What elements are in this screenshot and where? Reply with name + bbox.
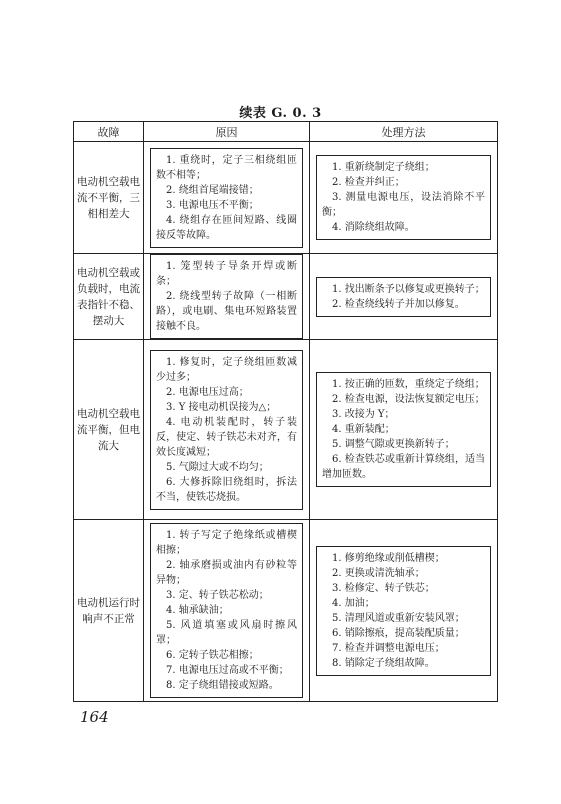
cause-item: 2. 绕组首尾端接错； bbox=[166, 184, 259, 196]
table-row bbox=[74, 142, 498, 254]
method-cell bbox=[310, 520, 498, 702]
method-item: 2. 检查并纠正； bbox=[332, 177, 405, 188]
method-box bbox=[316, 546, 491, 676]
method-cell bbox=[310, 340, 498, 520]
method-item: 3. 改接为 Y； bbox=[332, 409, 395, 420]
method-item: 4. 消除绕组故障。 bbox=[332, 222, 415, 233]
cause-item: 6. 定转子铁芯相擦； bbox=[166, 650, 259, 661]
method-item: 5. 调整气隙或更换新转子； bbox=[332, 439, 455, 450]
cause-item: 2. 电源电压过高； bbox=[166, 386, 249, 398]
cause-item: 4. 轴承缺油； bbox=[166, 605, 229, 616]
table-caption: 续表 G. 0. 3 bbox=[239, 106, 322, 121]
cause-item: 5. 气隙过大或不均匀； bbox=[166, 461, 269, 473]
cause-item: 3. Y 接电动机误接为△； bbox=[166, 401, 277, 413]
cause-item: 1. 笼型转子导条开焊或断条； bbox=[156, 261, 297, 287]
fault-cell: 电动机空载电流不平衡，三相相差大 bbox=[74, 142, 144, 254]
method-item: 4. 加油； bbox=[332, 597, 375, 609]
header-row bbox=[74, 122, 498, 142]
method-item: 5. 清理风道或重新安装风罩； bbox=[332, 612, 465, 624]
fault-cell: 电动机空载或负载时，电流表指针不稳、摆动大 bbox=[74, 254, 144, 340]
fault-cell: 电动机空载电流平衡，但电流大 bbox=[74, 340, 144, 520]
cause-item: 1. 重绕时，定子三相绕组匝数不相等； bbox=[156, 154, 297, 181]
method-item: 7. 检查并调整电源电压； bbox=[332, 642, 445, 654]
table-row bbox=[74, 340, 498, 520]
method-item: 8. 销除定子绕组故障。 bbox=[332, 657, 435, 669]
method-item: 6. 检查铁芯或重新计算绕组，适当增加匝数。 bbox=[322, 454, 485, 480]
header-cause: 原因 bbox=[144, 122, 310, 142]
method-cell bbox=[310, 254, 498, 340]
cause-item: 4. 绕组存在匝间短路、线圈接反等故障。 bbox=[156, 214, 297, 241]
table-row bbox=[74, 254, 498, 340]
method-cell bbox=[310, 142, 498, 254]
method-item: 4. 重新装配； bbox=[332, 424, 395, 435]
cause-item: 8. 定子绕组错接或短路。 bbox=[166, 680, 279, 691]
method-item: 1. 重新绕制定子绕组； bbox=[332, 162, 435, 173]
cause-cell bbox=[144, 254, 310, 340]
method-item: 2. 更换或清洗轴承； bbox=[332, 567, 425, 579]
method-box bbox=[316, 277, 491, 317]
method-item: 6. 销除擦痕，提高装配质量； bbox=[332, 627, 465, 639]
method-item: 2. 检查绕线转子并加以修复。 bbox=[332, 298, 465, 310]
cause-item: 1. 转子写定子绝缘纸或槽楔相擦； bbox=[156, 530, 297, 556]
method-item: 2. 检查电源，设法恢复额定电压； bbox=[332, 394, 485, 405]
cause-box bbox=[150, 148, 303, 248]
header-fault: 故障 bbox=[74, 122, 144, 142]
cause-item: 1. 修复时，定子绕组匝数减少过多； bbox=[156, 356, 297, 383]
cause-item: 3. 电源电压不平衡； bbox=[166, 199, 259, 211]
header-method: 处理方法 bbox=[310, 122, 498, 142]
page-number: 164 bbox=[80, 708, 109, 726]
method-item: 3. 测量电源电压，设法消除不平衡； bbox=[322, 192, 485, 218]
cause-item: 3. 定、转子铁芯松动； bbox=[166, 590, 269, 601]
method-item: 1. 找出断条予以修复或更换转子； bbox=[332, 283, 485, 295]
troubleshooting-table bbox=[73, 121, 498, 702]
fault-cell: 电动机运行时响声不正常 bbox=[74, 520, 144, 702]
cause-box bbox=[150, 350, 303, 510]
table-row bbox=[74, 520, 498, 702]
cause-box bbox=[150, 523, 303, 698]
cause-item: 5. 风道填塞或风扇时擦风罩； bbox=[156, 620, 297, 646]
method-item: 3. 检修定、转子铁芯； bbox=[332, 582, 435, 594]
cause-cell bbox=[144, 520, 310, 702]
method-box bbox=[316, 155, 491, 240]
cause-cell bbox=[144, 340, 310, 520]
cause-item: 2. 绕线型转子故障（一相断路），或电刷、集电环短路装置接触不良。 bbox=[156, 291, 297, 332]
method-item: 1. 修剪绝缘或削低槽楔； bbox=[332, 552, 445, 564]
cause-item: 6. 大修拆除旧绕组时，拆法不当，使铁芯烧损。 bbox=[156, 476, 297, 503]
cause-item: 7. 电源电压过高或不平衡； bbox=[166, 665, 289, 676]
method-item: 1. 按正确的匝数，重绕定子绕组； bbox=[332, 379, 485, 390]
cause-box bbox=[150, 254, 303, 339]
method-box bbox=[316, 372, 491, 487]
cause-item: 4. 电动机装配时，转子装反，使定、转子铁芯未对齐，有效长度减短； bbox=[156, 416, 297, 458]
cause-item: 2. 轴承磨损或油内有砂粒等异物； bbox=[156, 560, 297, 586]
cause-cell bbox=[144, 142, 310, 254]
